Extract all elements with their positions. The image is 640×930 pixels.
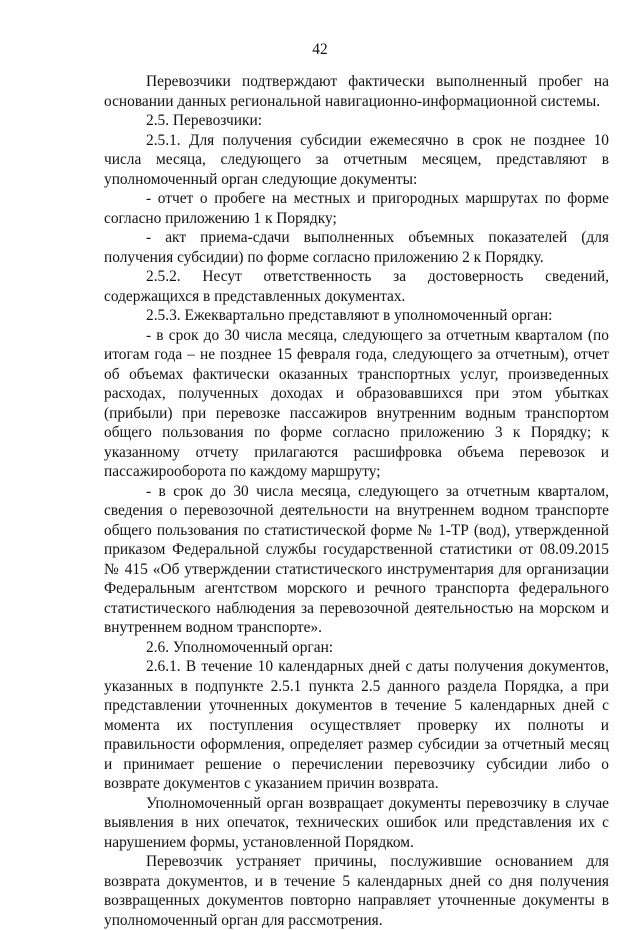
- section-heading-2-5: 2.5. Перевозчики:: [146, 112, 263, 129]
- paragraph-2-5-3: 2.5.3. Ежеквартально представляют в уполномоченный орган:: [146, 307, 553, 324]
- list-item-quarterly-report: - в срок до 30 числа месяца, следующего за отчетным кварталом (по итогам года – не позднее 15 февраля года, следующего за отчетным), отчет об объемах фактически оказанных транспортных услуг, произведенных расходах, полученных доходах и образовавшихся при этом убытках (прибыли) при перевозке пассажиров внутренним водным транспортом общего пользования по форме согласно приложению 3 к Порядку; к указанному отчету прилагаются расшифровка объема перевозок и пассажирооборота по каждому маршруту;: [104, 326, 609, 480]
- list-item-statistical-form: - в срок до 30 числа месяца, следующего за отчетным кварталом, сведения о перевозочной деятельности на внутреннем водном транспорте общего пользования по статистической форме № 1-ТР (вод), утвержденной приказом Федеральной службы государственной статистики от 08.09.2015 № 415 «Об утверждении статистического инструментария для организации Федеральным агентством морского и речного транспорта федерального статистического наблюдения за перевозочной деятельностью на морском и внутреннем водном транспорте».: [104, 482, 609, 636]
- list-item-acceptance-act: - акт приема-сдачи выполненных объемных показателей (для получения субсидии) по форме согласно приложению 2 к Порядку.: [104, 229, 609, 266]
- paragraph-2-6-1: 2.6.1. В течение 10 календарных дней с даты получения документов, указанных в подпункте 2.5.1 пункта 2.5 данного раздела Порядка, а при представлении уточненных документов в течение 5 календарных дней с момента их поступления осуществляет проверку их полноты и правильности оформления, определяет размер субсидии за отчетный месяц и принимает решение о перечислении перевозчику субсидии либо о возврате документов с указанием причин возврата.: [104, 658, 609, 792]
- paragraph-resubmission: Перевозчик устраняет причины, послужившие основанием для возврата документов, и в течение 5 календарных дней со дня получения возвращенных документов повторно направляет уточненные документы в уполномоченный орган для рассмотрения.: [104, 853, 609, 929]
- document-body: [104, 72, 609, 930]
- list-item-mileage-report: - отчет о пробеге на местных и пригородных маршрутах по форме согласно приложению 1 к Порядку;: [104, 190, 609, 227]
- paragraph-2-5-1: 2.5.1. Для получения субсидии ежемесячно в срок не позднее 10 числа месяца, следующего за отчетным месяцем, представляют в уполномоченный орган следующие документы:: [104, 131, 609, 188]
- paragraph-document-return: Уполномоченный орган возвращает документы перевозчику в случае выявления в них опечаток, технических ошибок или представления их с нарушением формы, установленной Порядком.: [104, 794, 609, 851]
- paragraph-2-5-2: 2.5.2. Несут ответственность за достоверность сведений, содержащихся в представленных документах.: [104, 268, 609, 305]
- section-heading-2-6: 2.6. Уполномоченный орган:: [146, 638, 334, 656]
- paragraph-navigation-mileage: Перевозчики подтверждают фактически выполненный пробег на основании данных региональной навигационно-информационной системы.: [104, 73, 609, 110]
- page-number: 42: [312, 41, 328, 58]
